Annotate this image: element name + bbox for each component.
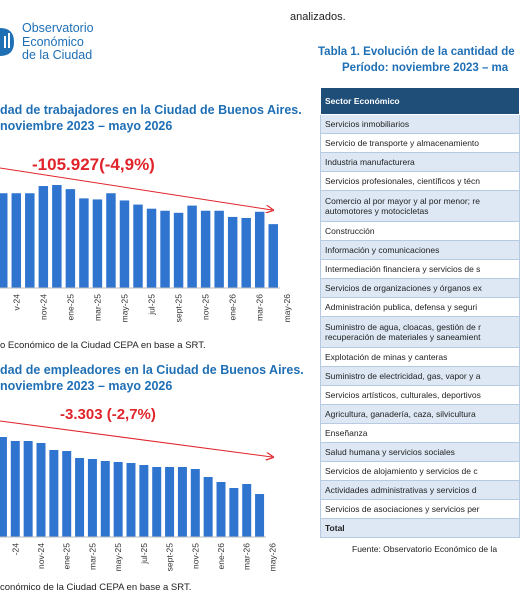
- table-source: Fuente: Observatorio Económico de la: [352, 544, 498, 554]
- chart2-tick-label: ene-25: [61, 543, 72, 570]
- observatorio-logo: [0, 20, 160, 68]
- sector-name: Servicios artísticos, culturales, deportivos: [325, 390, 481, 400]
- chart1-bar-nov-24: [25, 193, 34, 288]
- sector-name: Industria manufacturera: [325, 157, 415, 167]
- table-row: [321, 191, 520, 222]
- chart1-bar-dic-25: [201, 211, 210, 288]
- sector-cell: [321, 317, 520, 348]
- chart2-bar-dic-25: [191, 469, 200, 537]
- chart2-bar-abr-26: [242, 484, 251, 537]
- sector-cell: [321, 172, 520, 191]
- chart2-bar-jun-25: [114, 462, 123, 537]
- sector-name: Enseñanza: [325, 428, 368, 438]
- chart2-bar-feb-25: [62, 451, 71, 537]
- chart2-bar-mar-26: [229, 488, 238, 537]
- sector-name: Construcción: [325, 226, 375, 236]
- chart2-title: [0, 362, 304, 394]
- chart2-bar-ene-26: [204, 477, 213, 537]
- chart2-tick-label: may-25: [113, 543, 124, 572]
- sector-name: Servicio de transporte y almacenamiento: [325, 138, 480, 148]
- chart2-tick-label: -24: [10, 543, 21, 556]
- chart1-title-line2: noviembre 2023 – mayo 2026: [0, 119, 173, 133]
- chart1-source: o Económico de la Ciudad CEPA en base a SRT.: [0, 340, 206, 351]
- chart1-bar-dic-24: [39, 186, 48, 288]
- sector-cell: [321, 443, 520, 462]
- chart2-bar-feb-26: [217, 482, 226, 537]
- sector-name: Servicios inmobiliarios: [325, 119, 410, 129]
- chart1-tick-label: mar-26: [254, 294, 265, 321]
- sector-cell: [321, 481, 520, 500]
- chart1-bar-ene-25: [52, 185, 61, 288]
- chart2-bar-may-26: [255, 494, 264, 537]
- table-row: [321, 405, 520, 424]
- sector-cell: [321, 348, 520, 367]
- sector-name: Suministro de electricidad, gas, vapor y a: [325, 371, 481, 381]
- chart1-tick-label: nov-25: [200, 294, 211, 320]
- chart1-bar-feb-25: [66, 189, 75, 288]
- chart1-tick-label: may-25: [119, 294, 130, 323]
- sector-cell: [321, 191, 520, 222]
- chart2-bar-sep-24: [0, 437, 7, 537]
- chart2-tick-label: nov-25: [190, 543, 201, 569]
- chart1-bar-may-25: [106, 193, 115, 288]
- chart1-bar-abr-26: [255, 212, 264, 288]
- table-title: [318, 44, 515, 76]
- chart1-bar-jul-25: [133, 205, 142, 288]
- chart1-bar-feb-26: [228, 217, 237, 288]
- sector-cell: [321, 424, 520, 443]
- sector-name: Actividades administrativas y servicios d: [325, 485, 477, 495]
- chart1-bar-sept-25: [160, 211, 169, 288]
- table-row: [321, 424, 520, 443]
- intro-text: analizados.: [290, 11, 346, 23]
- chart2-bar-chart: [0, 405, 285, 575]
- chart2-tick-label: sept-25: [164, 543, 175, 572]
- chart1-bar-chart: [0, 140, 292, 330]
- logo-line-3: de la Ciudad: [22, 48, 93, 62]
- chart2-bar-mar-25: [75, 458, 84, 537]
- table-row: [321, 367, 520, 386]
- chart2-tick-label: ene-26: [216, 543, 226, 570]
- chart2-bar-ago-25: [139, 465, 148, 537]
- chart1-bar-ago-25: [147, 209, 156, 288]
- sector-cell: [321, 153, 520, 172]
- sector-table: [320, 87, 520, 538]
- logo-line-1: Observatorio: [22, 21, 94, 35]
- chart2-tick-label: mar-26: [241, 543, 252, 570]
- chart1-tick-label: v-24: [11, 294, 22, 311]
- chart2-title-line1: dad de empleadores en la Ciudad de Buenos Aires.: [0, 363, 304, 377]
- sector-cell: [321, 134, 520, 153]
- sector-name: Administración publica, defensa y seguri: [325, 302, 478, 312]
- table-row: [321, 241, 520, 260]
- chart1-bar-jun-25: [120, 200, 129, 288]
- chart1-bar-oct-24: [12, 193, 21, 288]
- table-row: [321, 348, 520, 367]
- chart2-bar-oct-24: [11, 441, 20, 537]
- chart1-bar-nov-25: [187, 206, 196, 288]
- sector-name: Servicios de asociaciones y servicios per: [325, 504, 480, 514]
- chart1-bar-may-26: [269, 224, 278, 288]
- sector-cell: [321, 279, 520, 298]
- chart1-tick-label: sept-25: [173, 294, 184, 323]
- chart2-tick-label: jul-25: [138, 543, 149, 564]
- table-row: [321, 134, 520, 153]
- sector-name: Agricultura, ganadería, caza, silvicultura: [325, 409, 476, 419]
- logo-mark-icon: [0, 22, 16, 62]
- chart1-tick-label: may-26: [281, 294, 292, 323]
- table-row: [321, 260, 520, 279]
- table-row: [321, 298, 520, 317]
- sector-cell: [321, 222, 520, 241]
- table-row: [321, 172, 520, 191]
- sector-name: Servicios profesionales, científicos y técn: [325, 176, 480, 186]
- sector-name: Salud humana y servicios sociales: [325, 447, 455, 457]
- chart2-bar-dic-24: [37, 443, 46, 537]
- sector-name: Servicios de alojamiento y servicios de c: [325, 466, 478, 476]
- table-row: [321, 153, 520, 172]
- sector-name: Suministro de agua, cloacas, gestión de r: [325, 322, 481, 332]
- logo-line-2: Económico: [22, 34, 84, 49]
- sector-name: Total: [325, 523, 345, 533]
- table-row: [321, 317, 520, 348]
- chart1-bar-oct-25: [174, 213, 183, 288]
- table-header-row: [321, 88, 520, 115]
- sector-cell: [321, 298, 520, 317]
- sector-cell: [321, 241, 520, 260]
- chart2-bar-abr-25: [88, 459, 97, 537]
- chart1-tick-label: ene-25: [65, 294, 76, 321]
- logo-text: [22, 22, 94, 63]
- sector-cell: [321, 519, 520, 538]
- sector-name: Información y comunicaciones: [325, 245, 440, 255]
- sector-name-continued: recuperación de materiales y saneamient: [325, 332, 481, 342]
- chart1-tick-label: ene-26: [227, 294, 238, 321]
- table-row: [321, 462, 520, 481]
- sector-name: Comercio al por mayor y al por menor; re: [325, 196, 480, 206]
- chart2-bar-nov-25: [178, 467, 187, 537]
- chart2-tick-label: may-26: [267, 543, 278, 572]
- table-title-line2: Período: noviembre 2023 – ma: [342, 62, 509, 74]
- chart2-bar-oct-25: [165, 467, 174, 537]
- chart2-bar-may-25: [101, 461, 110, 537]
- sector-cell: [321, 260, 520, 279]
- sector-table-container: [320, 87, 500, 538]
- chart2-bar-ene-25: [49, 450, 58, 537]
- table-row: [321, 481, 520, 500]
- table-row: [321, 279, 520, 298]
- chart1-tick-label: mar-25: [92, 294, 103, 321]
- sector-name: Intermediación financiera y servicios de s: [325, 264, 481, 274]
- chart1-bar-ene-26: [214, 211, 223, 288]
- chart2-annotation: -3.303 (-2,7%): [60, 406, 156, 423]
- sector-name-continued: automotores y motocicletas: [325, 206, 429, 216]
- chart1-tick-label: jul-25: [146, 294, 157, 315]
- chart1-title-line1: dad de trabajadores en la Ciudad de Buenos Aires.: [0, 103, 302, 117]
- chart2-tick-label: mar-25: [87, 543, 98, 570]
- sector-cell: [321, 405, 520, 424]
- chart1-bar-mar-25: [79, 198, 88, 288]
- chart1-annotation: -105.927(-4,9%): [32, 155, 155, 174]
- sector-cell: [321, 462, 520, 481]
- sector-cell: [321, 500, 520, 519]
- chart2-tick-label: nov-24: [36, 543, 46, 569]
- table-row: [321, 500, 520, 519]
- chart2-title-line2: noviembre 2023 – mayo 2026: [0, 379, 173, 393]
- chart2-bar-nov-24: [24, 441, 33, 537]
- chart1-bar-abr-25: [93, 199, 102, 288]
- table-row: [321, 115, 520, 134]
- table-total-row: [321, 519, 520, 538]
- chart1-tick-label: nov-24: [38, 294, 49, 320]
- table-header-sector: Sector Económico: [321, 88, 520, 115]
- chart1-title: [0, 102, 302, 134]
- sector-name: Explotación de minas y canteras: [325, 352, 448, 362]
- sector-name: Servicios de organizaciones y órganos ex: [325, 283, 482, 293]
- sector-cell: [321, 115, 520, 134]
- chart2-bar-jul-25: [127, 463, 136, 537]
- sector-cell: [321, 367, 520, 386]
- table-row: [321, 443, 520, 462]
- chart2-bar-sept-25: [152, 467, 161, 537]
- sector-cell: [321, 386, 520, 405]
- table-row: [321, 222, 520, 241]
- chart1-bar-sep-24: [0, 193, 7, 288]
- table-row: [321, 386, 520, 405]
- chart2-source: conómico de la Ciudad CEPA en base a SRT.: [0, 582, 192, 593]
- chart1-bar-mar-26: [241, 218, 250, 288]
- table-title-line1: Tabla 1. Evolución de la cantidad de: [318, 46, 515, 58]
